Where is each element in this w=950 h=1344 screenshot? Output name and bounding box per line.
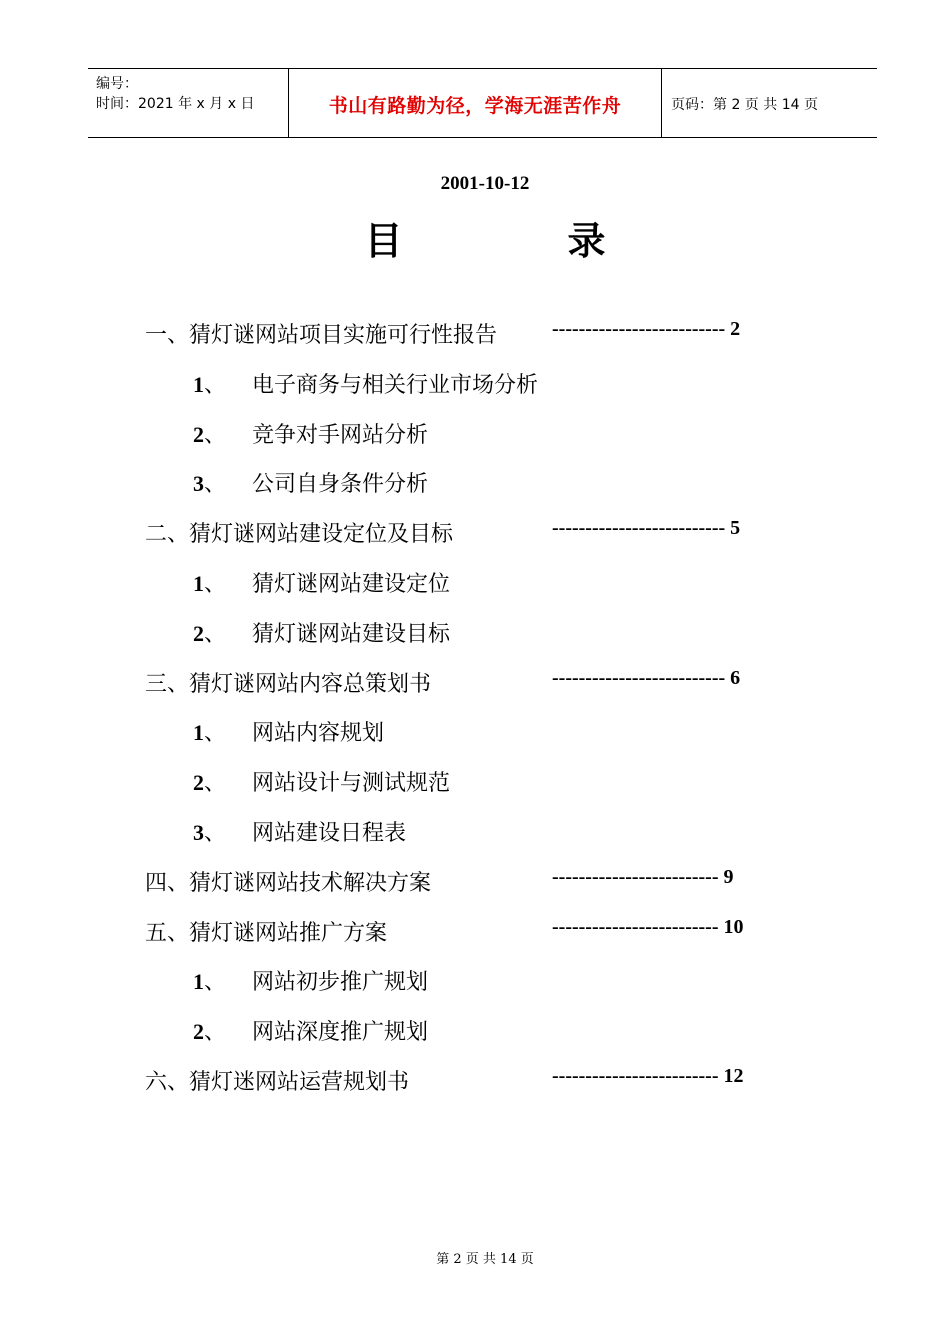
toc-page-leader: ------------------------- 9 (552, 865, 734, 888)
page-footer: 第 2 页 共 14 页 (436, 1252, 534, 1267)
toc-entry-label: 网站深度推广规划 (252, 1020, 429, 1046)
toc-entry-label: 网站初步推广规划 (252, 970, 429, 996)
toc-page-leader: -------------------------- 5 (552, 517, 741, 540)
page-title: 目录 (364, 219, 771, 263)
toc-entry-number: 1、 (193, 571, 227, 597)
toc-section-label: 六、猜灯迷网站运营规划书 (145, 1070, 410, 1095)
toc-entry-number: 2、 (193, 1019, 227, 1046)
toc-page-leader: ------------------------- 10 (552, 915, 744, 938)
time-label: 时间：2021 年 x 月 x 日 (96, 96, 255, 112)
toc-entry[interactable] (0, 1057, 950, 1097)
toc-entry[interactable] (0, 410, 950, 450)
toc-entry-number: 2、 (193, 770, 227, 797)
toc-section-label: 二、猜灯谜网站建设定位及目标 (145, 522, 454, 548)
toc-section-label: 四、猜灯谜网站技术解决方案 (145, 870, 432, 896)
toc-entry[interactable] (0, 609, 950, 649)
toc-entry-label: 网站内容规划 (252, 721, 385, 747)
toc-page-leader: ------------------------- 12 (552, 1065, 744, 1087)
toc-entry-label: 网站设计与测试规范 (252, 771, 451, 797)
motto-text: 书山有路勤为径，学海无涯苦作舟 (328, 95, 622, 117)
toc-entry-number: 1、 (193, 371, 227, 398)
toc-entry-label: 网站建设日程表 (252, 821, 407, 846)
toc-entry-number: 3、 (193, 820, 227, 846)
toc-entry-number: 1、 (193, 969, 227, 996)
toc-section-label: 一、猜灯谜网站项目实施可行性报告 (145, 323, 498, 348)
toc-entry-label: 电子商务与相关行业市场分析 (252, 372, 539, 398)
toc-entry-number: 3、 (193, 471, 227, 498)
toc-entry[interactable] (0, 360, 950, 400)
header-center-cell (288, 69, 662, 137)
toc-entry[interactable] (0, 957, 950, 997)
page-number-info: 页码：第 2 页 共 14 页 (671, 97, 818, 113)
serial-number-label: 编号： (96, 76, 138, 92)
toc-entry[interactable] (0, 808, 950, 848)
toc-entry-label: 猜灯谜网站建设定位 (252, 572, 451, 597)
page-header (88, 68, 877, 138)
toc-entry-label: 猜灯谜网站建设目标 (252, 621, 451, 647)
toc-entry[interactable] (0, 1007, 950, 1047)
toc-entry[interactable] (0, 559, 950, 599)
toc-entry-number: 2、 (193, 620, 227, 647)
document-date: 2001-10-12 (440, 173, 530, 194)
toc-entry[interactable] (0, 459, 950, 499)
toc-entry[interactable] (0, 509, 950, 549)
toc-entry-number: 1、 (193, 720, 227, 747)
toc-entry[interactable] (0, 908, 950, 948)
toc-entry-label: 公司自身条件分析 (252, 472, 429, 498)
toc-entry[interactable] (0, 659, 950, 699)
header-left-cell (88, 69, 288, 137)
header-right-cell (661, 69, 877, 137)
toc-section-label: 三、猜灯谜网站内容总策划书 (145, 671, 432, 697)
toc-entry[interactable] (0, 708, 950, 748)
toc-entry-label: 竞争对手网站分析 (252, 422, 429, 448)
toc-section-label: 五、猜灯谜网站推广方案 (145, 920, 388, 946)
toc-page-leader: -------------------------- 6 (552, 666, 741, 689)
toc-entry[interactable] (0, 310, 950, 350)
toc-entry[interactable] (0, 758, 950, 798)
toc-page-leader: -------------------------- 2 (552, 318, 741, 340)
toc-entry-number: 2、 (193, 421, 227, 448)
toc-entry[interactable] (0, 858, 950, 898)
